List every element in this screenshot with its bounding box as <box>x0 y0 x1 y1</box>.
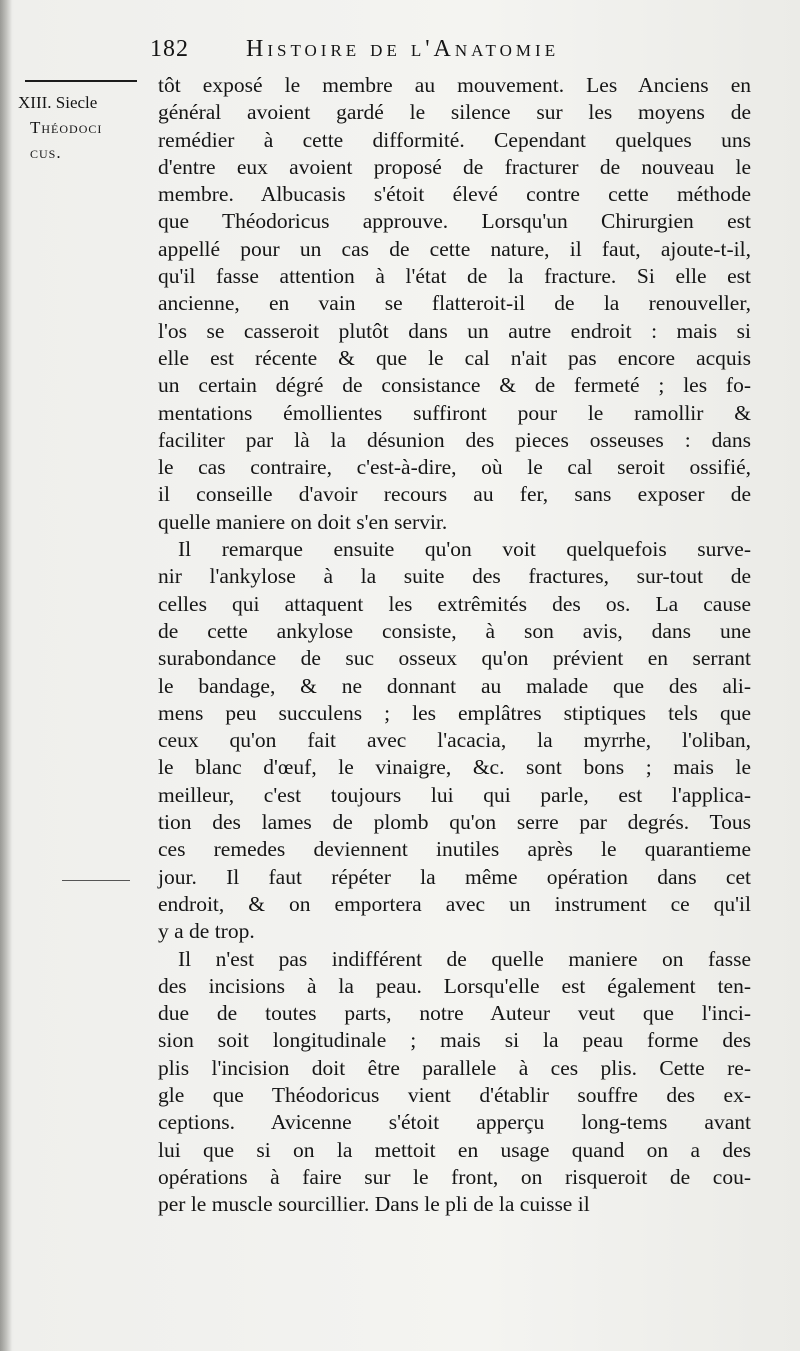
text-line: tôt exposé le membre au mouvement. Les Anciens en <box>158 73 751 97</box>
text-line: il conseille d'avoir recours au fer, sans exposer de <box>158 482 751 507</box>
text-line: ancienne, en vain se flatteroit-il de la renouveller, <box>158 291 751 316</box>
text-line: un certain dégré de consistance & de fermeté ; les fo- <box>158 373 751 398</box>
text-line: le cas contraire, c'est-à-dire, où le cal seroit ossifié, <box>158 455 751 480</box>
text-line: plis l'incision doit être parallele à ces plis. Cette re- <box>158 1055 751 1080</box>
page-number: 182 <box>150 36 189 62</box>
text-line: y a de trop. <box>158 919 255 944</box>
paragraph <box>158 72 751 536</box>
text-line: Il remarque ensuite qu'on voit quelquefois surve- <box>178 537 751 562</box>
text-line: ceux qu'on fait avec l'acacia, la myrrhe, l'oliban, <box>158 728 751 753</box>
gutter-shadow <box>0 0 12 1351</box>
margin-note <box>18 90 153 165</box>
text-line: celles qui attaquent les extrêmités des os. La cause <box>158 591 751 616</box>
text-line: surabondance de suc osseux qu'on prévient en serrant <box>158 646 751 671</box>
margin-rule-lower <box>62 880 130 881</box>
text-line: appellé pour un cas de cette nature, il faut, ajoute-t-il, <box>158 236 751 261</box>
paragraph <box>158 946 751 1219</box>
text-line: opérations à faire sur le front, on risqueroit de cou- <box>158 1164 751 1189</box>
text-line: gle que Théodoricus vient d'établir souffre des ex- <box>158 1082 751 1107</box>
text-line: mentations émollientes suffiront pour le ramollir & <box>158 400 751 425</box>
text-line: faciliter par là la désunion des pieces osseuses : dans <box>158 427 751 452</box>
text-line: qu'il fasse attention à l'état de la fracture. Si elle est <box>158 264 751 289</box>
text-line: tion des lames de plomb qu'on serre par degrés. Tous <box>158 810 751 835</box>
margin-note-author: Théodoci <box>30 118 103 137</box>
text-line: remédier à cette difformité. Cependant quelques uns <box>158 127 751 152</box>
running-title: Histoire de l'Anatomie <box>246 36 560 62</box>
text-line: le blanc d'œuf, le vinaigre, &c. sont bons ; mais le <box>158 755 751 780</box>
text-line: ceptions. Avicenne s'étoit apperçu long-tems avant <box>158 1110 751 1135</box>
text-line: que Théodoricus approuve. Lorsqu'un Chirurgien est <box>158 209 751 234</box>
page-header <box>150 36 790 72</box>
text-line: per le muscle sourcillier. Dans le pli de la cuisse il <box>158 1192 590 1217</box>
text-line: jour. Il faut répéter la même opération dans cet <box>158 864 751 889</box>
text-line: quelle maniere on doit s'en servir. <box>158 509 448 534</box>
text-line: due de toutes parts, notre Auteur veut que l'inci- <box>158 1001 751 1026</box>
text-line: sion soit longitudinale ; mais si la peau forme des <box>158 1028 751 1053</box>
text-line: de cette ankylose consiste, à son avis, dans une <box>158 618 751 643</box>
text-line: général avoient gardé le silence sur les moyens de <box>158 100 751 125</box>
text-line: endroit, & on emportera avec un instrument ce qu'il <box>158 891 751 916</box>
body-text <box>158 72 751 1218</box>
margin-rule <box>25 80 137 82</box>
text-line: Il n'est pas indifférent de quelle maniere on fasse <box>178 946 751 971</box>
text-line: mens peu succulens ; les emplâtres stiptiques tels que <box>158 700 751 725</box>
text-line: ces remedes deviennent inutiles après le quarantieme <box>158 837 751 862</box>
text-line: d'entre eux avoient proposé de fracturer de nouveau le <box>158 154 751 179</box>
text-line: le bandage, & ne donnant au malade que des ali- <box>158 673 751 698</box>
text-line: meilleur, c'est toujours lui qui parle, est l'applica- <box>158 782 751 807</box>
text-line: des incisions à la peau. Lorsqu'elle est également ten- <box>158 973 751 998</box>
text-line: elle est récente & que le cal n'ait pas encore acquis <box>158 345 751 370</box>
paragraph <box>158 536 751 945</box>
margin-note-century: XIII. Siecle <box>18 93 98 112</box>
text-line: membre. Albucasis s'étoit élevé contre cette méthode <box>158 182 751 207</box>
text-line: nir l'ankylose à la suite des fractures, sur-tout de <box>158 564 751 589</box>
text-line: l'os se casseroit plutôt dans un autre endroit : mais si <box>158 318 751 343</box>
text-line: lui que si on la mettoit en usage quand on a des <box>158 1137 751 1162</box>
margin-note-author-end: cus. <box>30 143 62 162</box>
